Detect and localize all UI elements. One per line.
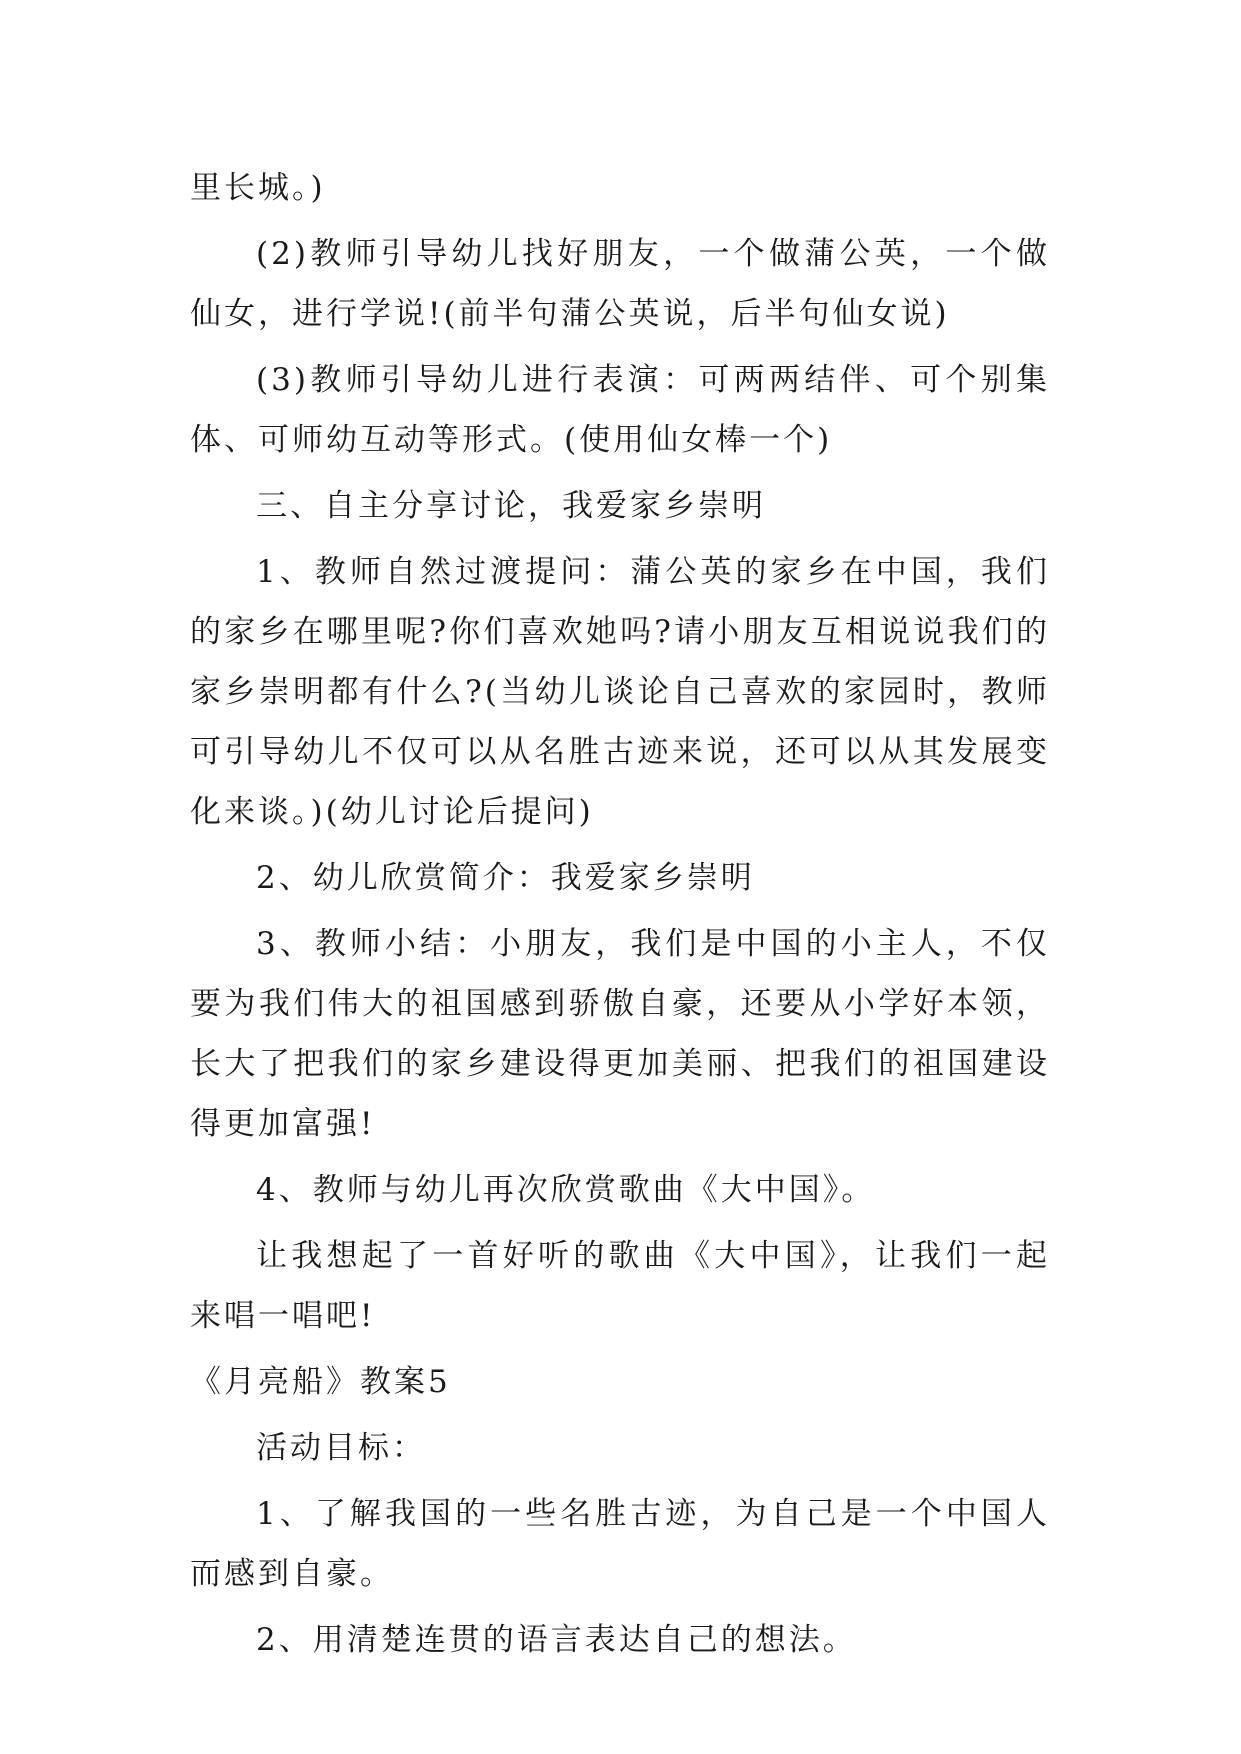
paragraph-step-3: (3)教师引导幼儿进行表演：可两两结伴、可个别集体、可师幼互动等形式。(使用仙女棒一个) [190,362,1050,458]
activity-goals-label: 活动目标： [256,1430,426,1466]
paragraph-item-2: 2、幼儿欣赏简介：我爱家乡崇明 [256,860,755,896]
lesson-title: 《月亮船》教案5 [190,1364,451,1400]
paragraph-step-2: (2)教师引导幼儿找好朋友，一个做蒲公英，一个做仙女，进行学说!(前半句蒲公英说，后半句仙女说) [190,236,1050,332]
goal-item-1: 1、了解我国的一些名胜古迹，为自己是一个中国人而感到自豪。 [190,1496,1050,1592]
goal-item-2: 2、用清楚连贯的语言表达自己的想法。 [256,1622,857,1658]
paragraph-item-4: 4、教师与幼儿再次欣赏歌曲《大中国》。 [256,1172,876,1208]
document-page [190,158,1050,1676]
paragraph-closing: 让我想起了一首好听的歌曲《大中国》，让我们一起来唱一唱吧! [190,1238,1050,1334]
paragraph-continuation: 里长城。) [190,170,326,206]
paragraph-item-1: 1、教师自然过渡提问：蒲公英的家乡在中国，我们的家乡在哪里呢?你们喜欢她吗?请小朋友互相说说我们的家乡崇明都有什么?(当幼儿谈论自己喜欢的家园时，教师可引导幼儿不仅可以从名胜古迹来说，还可以从其发展变化来谈。)(幼儿讨论后提问) [190,554,1050,830]
paragraph-item-3: 3、教师小结：小朋友，我们是中国的小主人，不仅要为我们伟大的祖国感到骄傲自豪，还要从小学好本领，长大了把我们的家乡建设得更加美丽、把我们的祖国建设得更加富强! [190,926,1050,1142]
section-heading-three: 三、自主分享讨论，我爱家乡崇明 [256,488,766,524]
